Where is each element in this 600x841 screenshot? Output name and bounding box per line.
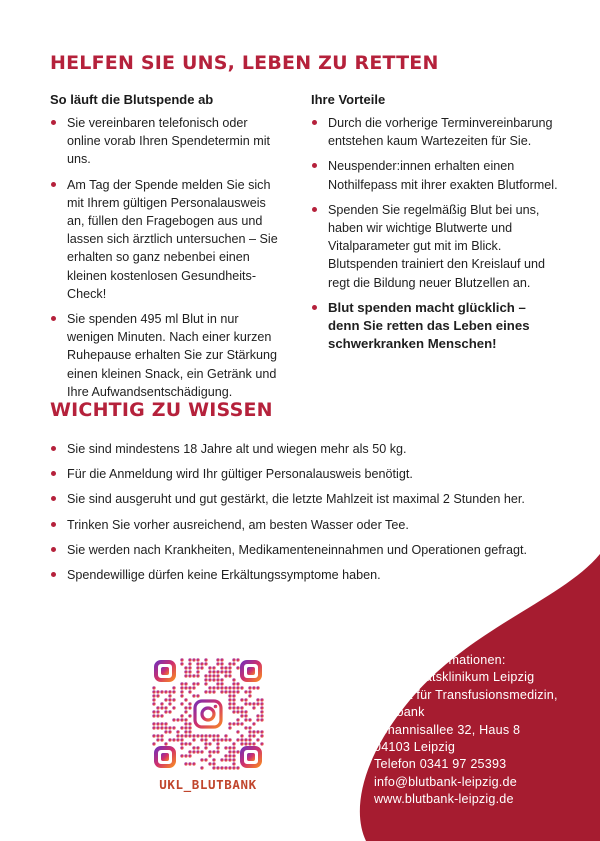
list-item: Sie vereinbaren telefonisch oder online vorab Ihren Spendetermin mit uns. <box>50 114 282 169</box>
list-item: Am Tag der Spende melden Sie sich mit Ihrem gültigen Personalausweis an, füllen den Fragebogen aus und lassen sich ärztlich untersuchen – Sie erhalten so ganz nebenbei einen kleinen kostenlosen Gesundheits-Check! <box>50 176 282 303</box>
section-title-important: WICHTIG ZU WISSEN <box>50 399 273 421</box>
instagram-handle: UKL_BLUTBANK <box>159 777 257 792</box>
list-item: Für die Anmeldung wird Ihr gültiger Personalausweis benötigt. <box>50 465 570 483</box>
list-item-highlight: Blut spenden macht glücklich – denn Sie retten das Leben eines schwerkranken Menschen! <box>311 299 561 354</box>
list-item: Sie werden nach Krankheiten, Medikamenteneinnahmen und Operationen gefragt. <box>50 541 570 559</box>
list-item: Durch die vorherige Terminvereinbarung entstehen kaum Wartezeiten für Sie. <box>311 114 561 150</box>
contact-line: 04103 Leipzig <box>374 740 456 755</box>
contact-email-link[interactable]: info@blutbank-leipzig.de <box>374 774 517 789</box>
list-item: Trinken Sie vorher ausreichend, am besten Wasser oder Tee. <box>50 516 570 534</box>
contact-line: Universitätsklinikum Leipzig <box>374 670 535 685</box>
list-item: Spendewillige dürfen keine Erkältungssymptome haben. <box>50 566 570 584</box>
contact-phone[interactable]: Telefon 0341 97 25393 <box>374 757 507 772</box>
contact-line: Weitere Informationen: <box>374 653 506 667</box>
contact-line: Johannisallee 32, Haus 8 <box>374 722 521 737</box>
requirements-section <box>50 440 570 591</box>
benefits-list <box>311 114 561 353</box>
benefits-heading: Ihre Vorteile <box>311 92 386 107</box>
contact-line: Blutbank <box>374 705 425 720</box>
contact-line: Institut für Transfusionsmedizin, <box>374 687 558 702</box>
section-title-help: HELFEN SIE UNS, LEBEN ZU RETTEN <box>50 52 439 74</box>
blood-donation-process-column <box>50 92 282 408</box>
instagram-qr-code[interactable] <box>152 658 264 770</box>
list-item: Sie spenden 495 ml Blut in nur wenigen Minuten. Nach einer kurzen Ruhepause erhalten Sie zur Stärkung einen kleinen Snack, ein Getränk und Ihre Aufwandsentschädigung. <box>50 310 282 401</box>
list-item: Sie sind ausgeruht und gut gestärkt, die letzte Mahlzeit ist maximal 2 Stunden her. <box>50 490 570 508</box>
contact-website-link[interactable]: www.blutbank-leipzig.de <box>374 792 514 807</box>
instagram-icon <box>192 698 224 730</box>
list-item: Spenden Sie regelmäßig Blut bei uns, haben wir wichtige Blutwerte und Vitalparameter gut mit im Blick. Blutspenden trainiert den Kreislauf und regt die Bildung neuer Blutzellen an. <box>311 201 561 292</box>
process-heading: So läuft die Blutspende ab <box>50 92 214 107</box>
list-item: Neuspender:innen erhalten einen Nothilfepass mit ihrer exakten Blutformel. <box>311 157 561 193</box>
contact-info <box>374 652 589 809</box>
benefits-column <box>311 92 561 360</box>
requirements-list <box>50 440 570 584</box>
instagram-qr-block <box>152 658 268 792</box>
list-item: Sie sind mindestens 18 Jahre alt und wiegen mehr als 50 kg. <box>50 440 570 458</box>
process-list <box>50 114 282 401</box>
